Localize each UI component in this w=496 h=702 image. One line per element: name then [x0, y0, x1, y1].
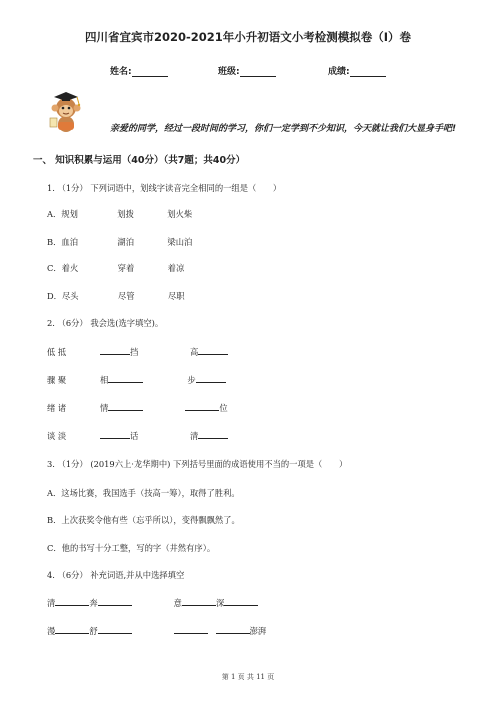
- q2-row-2: 骤 聚 相 步: [47, 374, 226, 386]
- q3-option-a: A．这场比赛，我国选手（技高一筹），取得了胜利。: [47, 488, 240, 498]
- q4-row-2: 漫 舒 澎湃: [47, 626, 267, 636]
- name-field: [110, 64, 168, 77]
- q1-option-d: D．尽头 尽管 尽职: [47, 291, 185, 301]
- q2-row-4: 谈 淡 话 清: [47, 430, 228, 442]
- name-label: 姓名:: [110, 67, 132, 77]
- page-footer: 第 1 页 共 11 页: [221, 673, 275, 681]
- q4-row-1: 清 奔 意 深: [47, 597, 258, 609]
- q3-option-b: B．上次获奖令他有些（忘乎所以），变得飘飘然了。: [47, 515, 240, 525]
- q3-option-c: C．他的书写十分工整，写的字（井然有序）。: [47, 543, 216, 553]
- q1-option-c: C．着火 穿着 着凉: [47, 263, 185, 273]
- q2-row-3: 绪 诸 情 位: [47, 403, 228, 413]
- question-4-stem: 4. （6分） 补充词语,并从中选择填空: [47, 570, 185, 580]
- question-2-stem: 2. （6分） 我会选(选字填空)。: [47, 318, 164, 328]
- page-title: 四川省宜宾市2020-2021年小升初语文小考检测模拟卷（I）卷: [84, 30, 412, 44]
- name-blank: [132, 67, 168, 77]
- score-label: 成绩:: [328, 67, 350, 77]
- section-heading: 一、 知识积累与运用（40分）（共7题；共40分）: [33, 155, 246, 166]
- q2-row-1: 低 抵 挡 高: [47, 346, 228, 358]
- greeting-text: 亲爱的同学，经过一段时间的学习，你们一定学到不少知识，今天就让我们大显身手吧!: [110, 124, 457, 134]
- question-1-stem: 1. （1分） 下列词语中，划线字读音完全相同的一组是（ ）: [47, 183, 282, 193]
- monkey-mascot-icon: [44, 88, 90, 134]
- score-field: [328, 64, 386, 77]
- q1-option-b: B．血泊 湖泊 梁山泊: [47, 237, 193, 247]
- class-label: 班级:: [218, 67, 240, 77]
- question-3-stem: 3. （1分） (2019六上·龙华期中) 下列括号里面的成语使用不当的一项是（ ）: [47, 459, 348, 469]
- class-blank: [240, 67, 276, 77]
- class-field: [218, 64, 276, 77]
- q1-option-a: A．规划 划拨 划火柴: [47, 209, 193, 219]
- score-blank: [350, 67, 386, 77]
